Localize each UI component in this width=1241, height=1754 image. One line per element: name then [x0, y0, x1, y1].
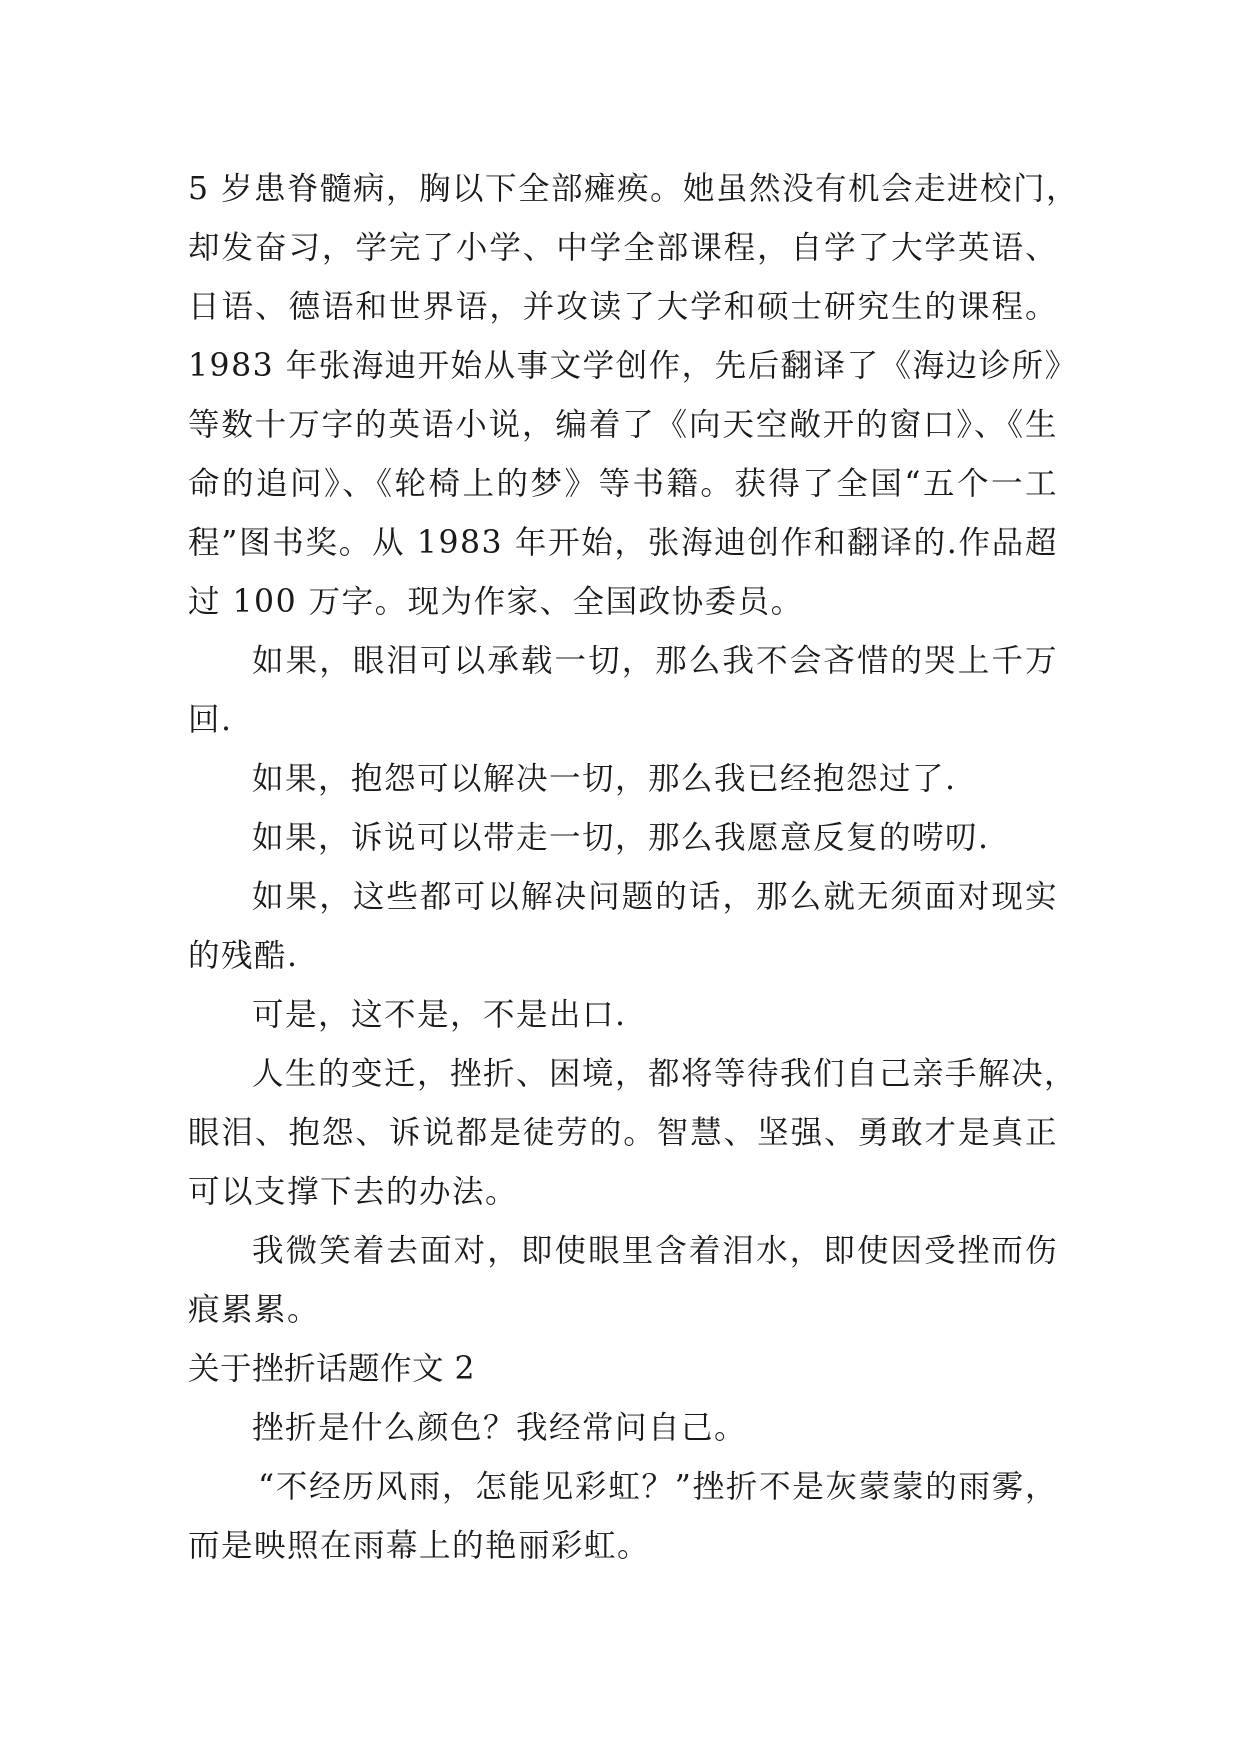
- text-line: 回.: [188, 702, 233, 738]
- text-line: 如果，眼泪可以承载一切，那么我不会吝惜的哭上千万: [252, 643, 1058, 679]
- text-line: 而是映照在雨幕上的艳丽彩虹。: [188, 1528, 651, 1564]
- text-line: 的残酷.: [188, 938, 299, 974]
- text-line: 可是，这不是，不是出口.: [252, 997, 627, 1033]
- text-line: 却发奋习，学完了小学、中学全部课程，自学了大学英语、: [188, 230, 1058, 266]
- text-line: 日语、德语和世界语，并攻读了大学和硕士研究生的课程。: [188, 289, 1058, 325]
- text-line: “不经历风雨，怎能见彩虹？”挫折不是灰蒙蒙的雨雾，: [258, 1469, 1058, 1505]
- text-line: 我微笑着去面对，即使眼里含着泪水，即使因受挫而伤: [252, 1233, 1058, 1269]
- text-line: 5 岁患脊髓病，胸以下全部瘫痪。她虽然没有机会走进校门，: [188, 171, 1080, 207]
- text-line: 等数十万字的英语小说，编着了《向天空敞开的窗口》、《生: [188, 407, 1058, 443]
- text-line: 痕累累。: [188, 1292, 321, 1328]
- text-line: 如果，诉说可以带走一切，那么我愿意反复的唠叨.: [252, 820, 990, 856]
- document-body: [188, 160, 1080, 1576]
- text-line: 如果，抱怨可以解决一切，那么我已经抱怨过了.: [252, 761, 957, 797]
- text-line: 挫折是什么颜色？我经常问自己。: [252, 1410, 748, 1446]
- section-heading: 关于挫折话题作文 2: [188, 1351, 476, 1387]
- text-line: 可以支撑下去的办法。: [188, 1174, 519, 1210]
- text-line: 1983 年张海迪开始从事文学创作，先后翻译了《海边诊所》: [188, 348, 1078, 384]
- text-line: 人生的变迁，挫折、困境，都将等待我们自己亲手解决，: [252, 1056, 1078, 1092]
- text-line: 程”图书奖。从 1983 年开始，张海迪创作和翻译的.作品超: [188, 525, 1058, 561]
- text-line: 过 100 万字。现为作家、全国政协委员。: [188, 584, 804, 620]
- text-line: 眼泪、抱怨、诉说都是徒劳的。智慧、坚强、勇敢才是真正: [188, 1115, 1058, 1151]
- text-line: 命的追问》、《轮椅上的梦》等书籍。获得了全国“五个一工: [188, 466, 1058, 502]
- text-line: 如果，这些都可以解决问题的话，那么就无须面对现实: [252, 879, 1058, 915]
